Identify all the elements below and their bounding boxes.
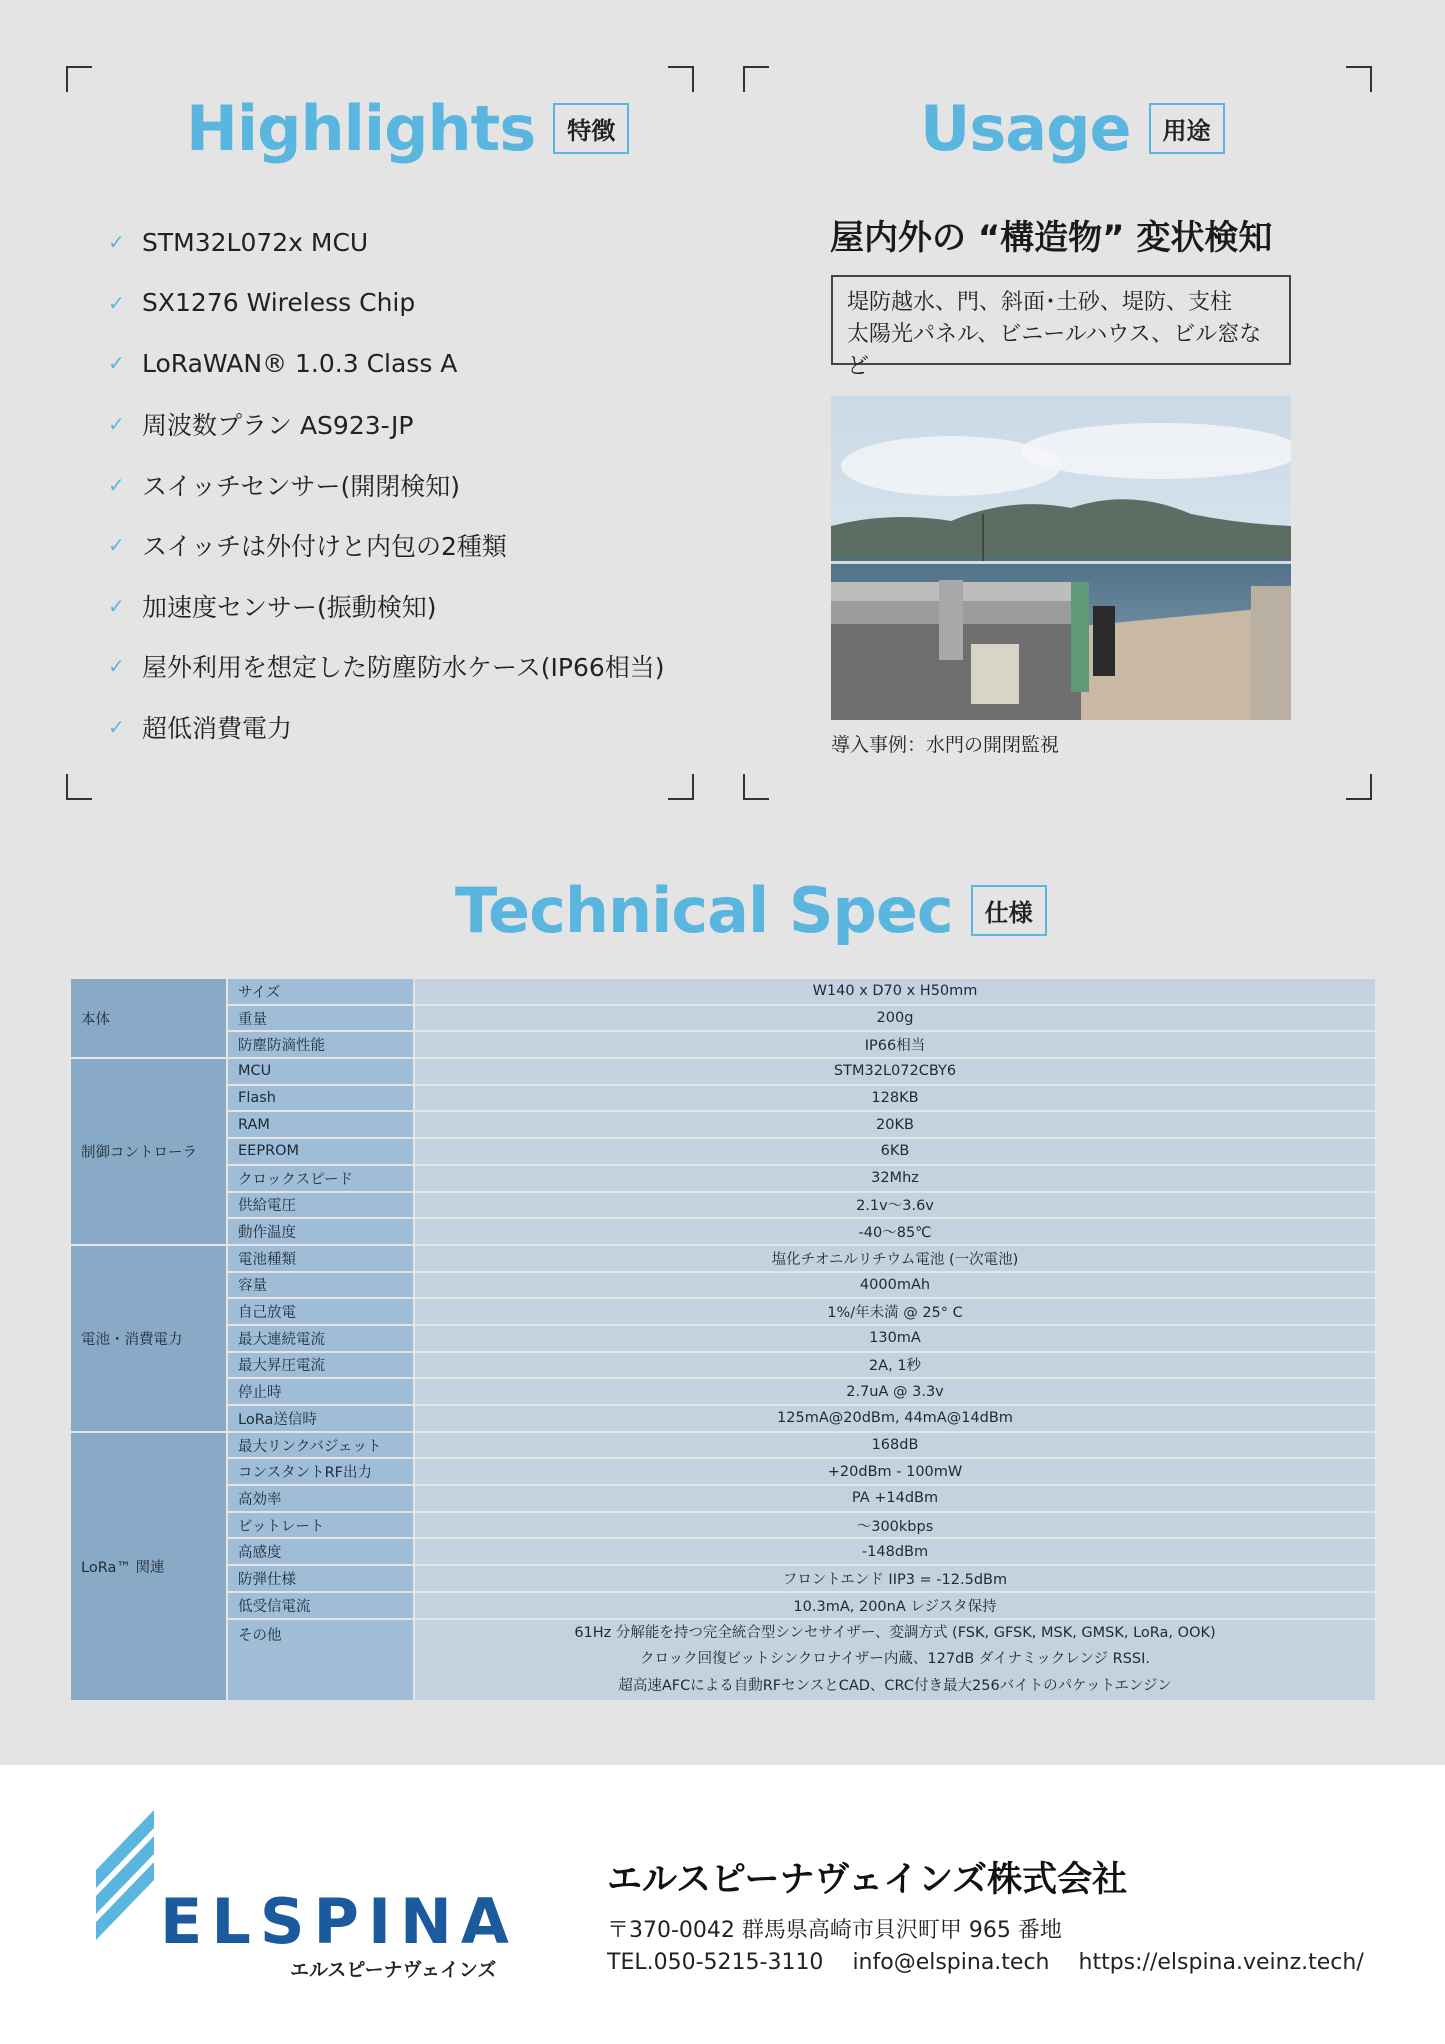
email-link[interactable]: info@elspina.tech: [852, 1950, 1050, 1975]
usage-subtitle: 屋内外の “構造物” 変状検知: [830, 218, 1273, 258]
table-row: [70, 1405, 1376, 1432]
highlights-title: Highlights: [186, 92, 536, 165]
spec-heading: [455, 874, 1047, 947]
table-row: [70, 1352, 1376, 1379]
usage-title: Usage: [920, 92, 1131, 165]
spec-item: LoRa送信時: [227, 1405, 414, 1432]
usage-examples-line: 太陽光パネル、ビニールハウス、ビル窓など: [847, 322, 1262, 379]
spec-item: 防弾仕様: [227, 1565, 414, 1592]
spec-value: 130mA: [414, 1325, 1376, 1352]
spec-value: STM32L072CBY6: [414, 1058, 1376, 1085]
table-row: [70, 1432, 1376, 1459]
spec-value: 10.3mA, 200nA レジスタ保持: [414, 1592, 1376, 1619]
elspina-logo-mark: [96, 1810, 166, 1944]
company-contact: [607, 1950, 1386, 1975]
corner-mark: [66, 66, 92, 92]
check-icon: ✓: [108, 593, 125, 618]
table-row: [70, 1138, 1376, 1165]
phone-number: TEL.050-5215-3110: [607, 1950, 824, 1975]
spec-value: 4000mAh: [414, 1272, 1376, 1299]
spec-value: 2A, 1秒: [414, 1352, 1376, 1379]
spec-other-line: クロック回復ビットシンクロナイザー内蔵、127dB ダイナミックレンジ RSSI.: [639, 1651, 1151, 1668]
company-name: エルスピーナヴェインズ株式会社: [607, 1860, 1128, 1900]
spec-value: W140 x D70 x H50mm: [414, 978, 1376, 1005]
check-icon: ✓: [108, 533, 125, 558]
spec-value: 2.7uA @ 3.3v: [414, 1378, 1376, 1405]
corner-mark: [1346, 66, 1372, 92]
spec-value-other: [414, 1619, 1376, 1701]
table-row: [70, 1298, 1376, 1325]
spec-item: 最大昇圧電流: [227, 1352, 414, 1379]
highlight-item: [108, 576, 665, 637]
corner-mark: [668, 774, 694, 800]
table-row: [70, 1031, 1376, 1058]
installation-photo: [831, 396, 1291, 720]
spec-value: 32Mhz: [414, 1165, 1376, 1192]
spec-value: -40〜85℃: [414, 1218, 1376, 1245]
highlight-item: [108, 394, 665, 455]
table-row: [70, 1218, 1376, 1245]
company-address: 〒370-0042 群馬県高崎市貝沢町甲 965 番地: [607, 1918, 1062, 1943]
website-link[interactable]: https://elspina.veinz.tech/: [1078, 1950, 1364, 1975]
table-row: [70, 978, 1376, 1005]
check-icon: ✓: [108, 290, 125, 315]
highlight-text: 周波数プラン AS923-JP: [142, 411, 414, 441]
spec-item: その他: [227, 1619, 414, 1701]
spec-item: 供給電圧: [227, 1192, 414, 1219]
highlight-text: SX1276 Wireless Chip: [142, 288, 416, 318]
usage-tag: 用途: [1149, 103, 1225, 154]
highlight-text: 屋外利用を想定した防塵防水ケース(IP66相当): [142, 653, 665, 683]
highlights-tag: 特徴: [553, 103, 629, 154]
spec-value: -148dBm: [414, 1538, 1376, 1565]
corner-mark: [743, 66, 769, 92]
highlight-item: [108, 273, 665, 334]
spec-item: クロックスピード: [227, 1165, 414, 1192]
table-row: [70, 1485, 1376, 1512]
corner-mark: [1346, 774, 1372, 800]
spec-item: 自己放電: [227, 1298, 414, 1325]
highlight-item: [108, 333, 665, 394]
highlights-list: [108, 212, 665, 757]
highlight-text: スイッチセンサー(開閉検知): [142, 471, 461, 501]
spec-value: +20dBm - 100mW: [414, 1458, 1376, 1485]
spec-value: 128KB: [414, 1085, 1376, 1112]
highlight-text: LoRaWAN® 1.0.3 Class A: [142, 348, 458, 378]
table-row: [70, 1565, 1376, 1592]
logo-subtitle: エルスピーナヴェインズ: [290, 1959, 497, 1981]
table-row: [70, 1165, 1376, 1192]
usage-examples-line: 堤防越水、門、斜面･土砂、堤防、支柱: [847, 290, 1233, 315]
table-row: [70, 1058, 1376, 1085]
highlight-text: STM32L072x MCU: [142, 227, 369, 257]
spec-value: 塩化チオニルリチウム電池 (一次電池): [414, 1245, 1376, 1272]
spec-category: 電池・消費電力: [70, 1245, 227, 1432]
check-icon: ✓: [108, 654, 125, 679]
logo-wordmark: ELSPINA: [160, 1885, 518, 1958]
table-row: [70, 1005, 1376, 1032]
spec-item: 停止時: [227, 1378, 414, 1405]
spec-item: 低受信電流: [227, 1592, 414, 1619]
highlight-item: [108, 636, 665, 697]
table-row: [70, 1378, 1376, 1405]
spec-item: ビットレート: [227, 1512, 414, 1539]
spec-item: EEPROM: [227, 1138, 414, 1165]
table-row: [70, 1538, 1376, 1565]
spec-item: 最大リンクバジェット: [227, 1432, 414, 1459]
highlight-item: [108, 515, 665, 576]
table-row: [70, 1192, 1376, 1219]
corner-mark: [66, 774, 92, 800]
spec-item: 高感度: [227, 1538, 414, 1565]
spec-other-line: 61Hz 分解能を持つ完全統合型シンセサイザー、変調方式 (FSK, GFSK, MSK, GMSK, LoRa, OOK): [574, 1624, 1216, 1641]
spec-value: 2.1v〜3.6v: [414, 1192, 1376, 1219]
check-icon: ✓: [108, 715, 125, 740]
spec-item: Flash: [227, 1085, 414, 1112]
spec-item: RAM: [227, 1111, 414, 1138]
spec-value: 〜300kbps: [414, 1512, 1376, 1539]
corner-mark: [668, 66, 694, 92]
spec-item: コンスタントRF出力: [227, 1458, 414, 1485]
check-icon: ✓: [108, 472, 125, 497]
spec-value: 6KB: [414, 1138, 1376, 1165]
highlight-item: [108, 212, 665, 273]
usage-examples-box: [831, 275, 1291, 379]
spec-value: 200g: [414, 1005, 1376, 1032]
spec-table: [69, 977, 1377, 1702]
table-row: [70, 1512, 1376, 1539]
spec-item: 動作温度: [227, 1218, 414, 1245]
table-row: [70, 1458, 1376, 1485]
table-row: [70, 1619, 1376, 1701]
spec-title: Technical Spec: [455, 874, 953, 947]
table-row: [70, 1325, 1376, 1352]
spec-category: 本体: [70, 978, 227, 1058]
spec-item: 重量: [227, 1005, 414, 1032]
spec-item: 容量: [227, 1272, 414, 1299]
highlight-text: 超低消費電力: [142, 714, 293, 744]
check-icon: ✓: [108, 230, 125, 255]
highlight-text: 加速度センサー(振動検知): [142, 592, 437, 622]
photo-caption: 導入事例：水門の開閉監視: [831, 734, 1060, 756]
check-icon: ✓: [108, 412, 125, 437]
spec-value: 1%/年未満 @ 25° C: [414, 1298, 1376, 1325]
spec-category: LoRa™ 関連: [70, 1432, 227, 1701]
spec-value: フロントエンド IIP3 = -12.5dBm: [414, 1565, 1376, 1592]
spec-item: 防塵防滴性能: [227, 1031, 414, 1058]
spec-category: 制御コントローラ: [70, 1058, 227, 1245]
spec-item: サイズ: [227, 978, 414, 1005]
spec-value: 20KB: [414, 1111, 1376, 1138]
corner-mark: [743, 774, 769, 800]
spec-item: 電池種類: [227, 1245, 414, 1272]
check-icon: ✓: [108, 351, 125, 376]
spec-other-line: 超高速AFCによる自動RFセンスとCAD、CRC付き最大256バイトのパケットエンジン: [618, 1677, 1172, 1694]
table-row: [70, 1245, 1376, 1272]
highlights-heading: [186, 92, 629, 165]
table-row: [70, 1592, 1376, 1619]
spec-item: MCU: [227, 1058, 414, 1085]
spec-item: 高効率: [227, 1485, 414, 1512]
spec-item: 最大連続電流: [227, 1325, 414, 1352]
table-row: [70, 1111, 1376, 1138]
spec-tag: 仕様: [971, 885, 1047, 936]
highlight-item: [108, 454, 665, 515]
spec-value: 125mA@20dBm, 44mA@14dBm: [414, 1405, 1376, 1432]
highlight-item: [108, 697, 665, 758]
highlight-text: スイッチは外付けと内包の2種類: [142, 532, 507, 562]
table-row: [70, 1085, 1376, 1112]
usage-heading: [920, 92, 1225, 165]
spec-value: 168dB: [414, 1432, 1376, 1459]
spec-value: IP66相当: [414, 1031, 1376, 1058]
spec-value: PA +14dBm: [414, 1485, 1376, 1512]
table-row: [70, 1272, 1376, 1299]
